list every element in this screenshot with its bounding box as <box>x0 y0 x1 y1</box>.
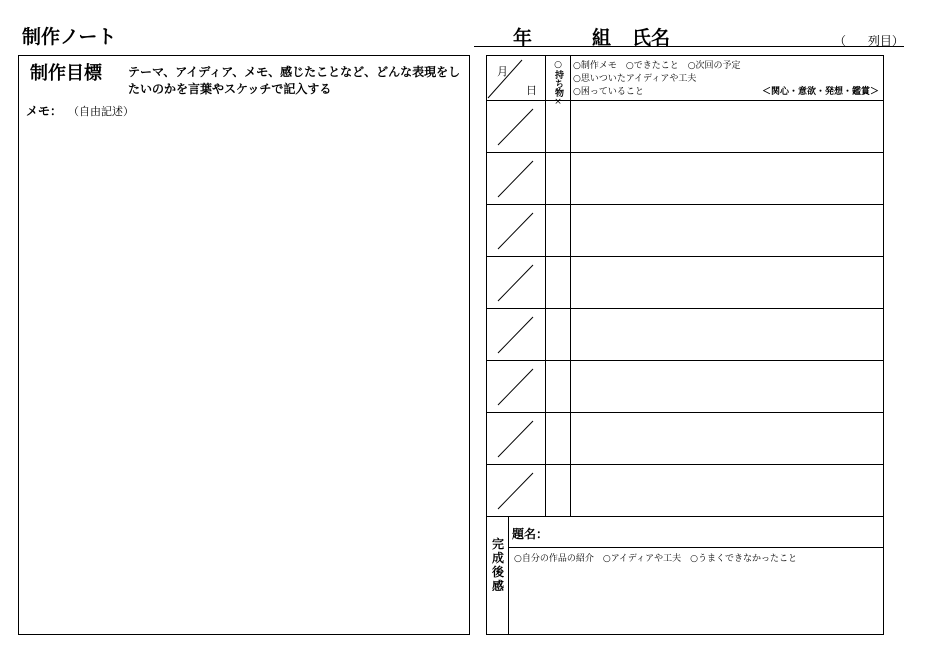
row-date-diagonal <box>498 317 533 353</box>
name-label: 氏名 <box>632 27 671 49</box>
belongings-label: 持ち物 <box>553 70 563 97</box>
guide-line-1: ○制作メモ ○できたこと ○次回の予定 <box>573 61 741 71</box>
row-open-paren: （ <box>834 34 847 48</box>
page-title: 制作ノート <box>22 26 117 48</box>
belongings-check-mark: ○ <box>554 60 562 70</box>
goal-description: テーマ、アイディア、メモ、感じたことなど、どんな表現をしたいのかを言葉やスケッチで記入する <box>128 65 461 96</box>
row-date-diagonal <box>498 473 533 509</box>
class-label: 組 <box>592 27 612 49</box>
belongings-cross-mark: × <box>554 97 562 107</box>
work-title-label: 題名： <box>512 527 549 541</box>
month-header: 月 <box>497 65 508 78</box>
year-label: 年 <box>513 27 533 49</box>
memo-label: メモ： <box>26 104 63 118</box>
row-suffix: 列目） <box>867 34 904 48</box>
reflection-guide: ○自分の作品の紹介 ○アイディアや工夫 ○うまくできなかったこと <box>514 554 798 564</box>
row-date-diagonal <box>498 109 533 145</box>
log-guide <box>573 60 879 99</box>
guide-line-2: ○思いついたアイディアや工夫 <box>573 74 697 84</box>
guide-line-3: ○困っていること <box>573 87 644 97</box>
goal-title: 制作目標 <box>30 63 102 84</box>
day-header: 日 <box>526 84 537 97</box>
row-date-diagonal <box>498 369 533 405</box>
row-date-diagonal <box>498 213 533 249</box>
reflection-label: 完成後感 <box>491 537 504 593</box>
row-date-diagonal <box>498 421 533 457</box>
belongings-header <box>547 60 569 107</box>
evaluation-viewpoint: ＜関心・意欲・発想・鑑賞＞ <box>761 87 879 97</box>
memo-note: （自由記述） <box>68 105 134 118</box>
row-date-diagonal <box>498 161 533 197</box>
row-date-diagonal <box>498 265 533 301</box>
